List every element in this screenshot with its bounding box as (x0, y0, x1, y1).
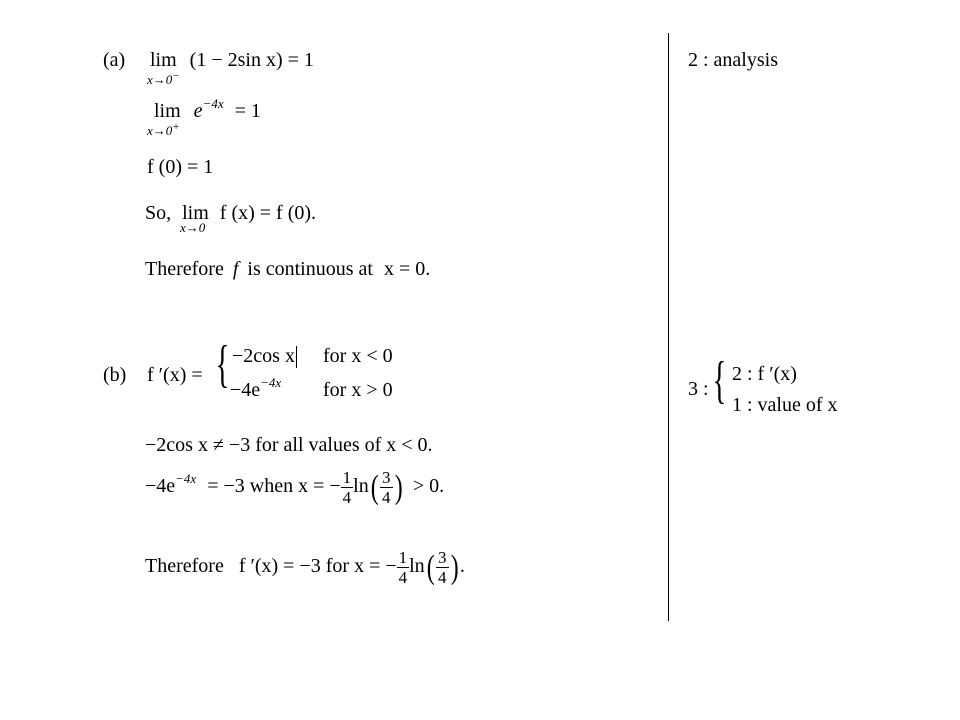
line4-end: . (459, 555, 465, 578)
score-a: 2 : analysis (688, 49, 778, 71)
line2-base: e (193, 100, 203, 122)
part-a-line1-sub: x→0− (147, 70, 180, 87)
column-divider (668, 33, 669, 621)
fraction-one-quarter: $\frac{1}{4}$ (342, 468, 352, 507)
line2-rest: = 1 (234, 100, 261, 122)
case1 (232, 346, 297, 368)
ln: ln (353, 475, 369, 498)
sub-sign: − (172, 70, 180, 82)
sub-sign: + (172, 121, 180, 133)
fraction-three-quarters: $\frac{3}{4}$ (438, 548, 447, 587)
piecewise-brace: { (215, 336, 230, 393)
left-paren: ( (426, 548, 435, 586)
case1-expression: −2cos x (232, 345, 295, 367)
part-b-fprime: f ′(x) = (147, 364, 203, 386)
score-b-item2: 1 : value of x (732, 394, 838, 416)
line4-middle: f ′(x) = −3 for x = − (238, 555, 397, 578)
case2-base: −4e (230, 379, 261, 401)
score-brace: { (712, 352, 727, 409)
fraction-three-quarters: $\frac{3}{4}$ (382, 468, 391, 507)
function-f: f (232, 258, 239, 280)
lim-word: lim (150, 49, 177, 71)
part-a-line3: f (0) = 1 (147, 156, 214, 178)
case1-condition: for x < 0 (323, 345, 393, 367)
part-a-line2 (154, 96, 261, 122)
right-paren: ) (450, 548, 459, 586)
left-paren: ( (370, 468, 379, 506)
line1-expression: (1 − 2sin x) = 1 (189, 49, 314, 71)
line3-base: −4e (145, 475, 176, 498)
lim-word: lim (154, 100, 181, 122)
line4-expression: f (x) = f (0). (219, 202, 317, 224)
score-b-item1: 2 : f ′(x) (732, 363, 797, 385)
part-b-line4 (145, 549, 465, 586)
ln: ln (409, 555, 425, 578)
part-a-line4 (145, 203, 316, 223)
part-a-label: (a) (103, 49, 126, 71)
right-paren: ) (394, 468, 403, 506)
line3-exponent: −4x (175, 471, 197, 487)
part-a-line2-sub: x→0+ (147, 121, 180, 138)
line2-exponent: −4x (202, 96, 224, 111)
part-a-line4-sub: x→0 (180, 220, 206, 235)
case2-condition: for x > 0 (323, 379, 393, 401)
part-b-line2: −2cos x ≠ −3 for all values of x < 0. (145, 434, 433, 456)
lim-word: lim (182, 202, 209, 224)
score-b-total: 3 : (688, 378, 709, 400)
line5-expression: x = 0. (383, 258, 431, 280)
line3-middle: = −3 when x = − (207, 475, 341, 498)
part-a-line1 (150, 50, 314, 70)
case2 (230, 375, 282, 401)
therefore-prefix: Therefore (145, 555, 224, 578)
therefore-prefix: Therefore (145, 258, 224, 280)
line3-end: > 0. (412, 475, 445, 498)
part-b-line3 (145, 469, 444, 506)
part-a-line5 (145, 259, 430, 279)
fraction-one-quarter: $\frac{1}{4}$ (398, 548, 408, 587)
text-cursor (296, 346, 297, 368)
line5-middle: is continuous at (247, 258, 373, 280)
so-prefix: So, (145, 202, 172, 224)
part-b-label: (b) (103, 364, 127, 386)
case2-exponent: −4x (260, 375, 282, 390)
